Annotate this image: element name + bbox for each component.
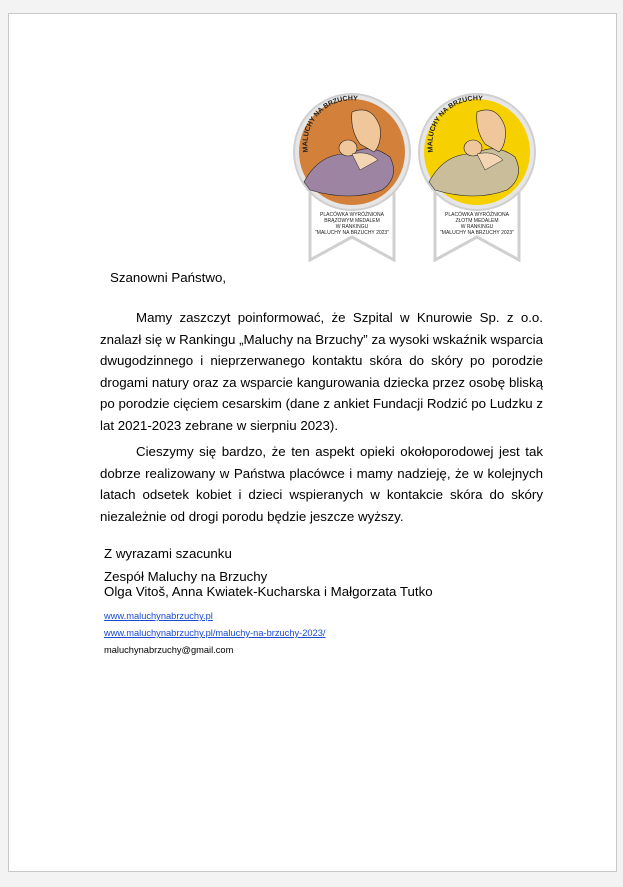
ranking-page-link[interactable]: www.maluchynabrzuchy.pl/maluchy-na-brzuchy-2023/ — [104, 628, 326, 638]
medal-caption-line: "MALUCHY NA BRZUCHY 2023" — [315, 230, 389, 236]
medal-caption-line: W RANKINGU — [335, 224, 369, 230]
bronze-medal-graphic — [290, 82, 414, 262]
letter-closing: Z wyrazami szacunku — [104, 546, 232, 561]
medal-caption-line: W RANKINGU — [460, 224, 494, 230]
medal-caption-line: ZŁOTM MEDALEM — [455, 218, 499, 224]
medal-caption-line: PLACÓWKA WYRÓŻNIONA — [320, 212, 384, 218]
letter-paragraph-1 — [100, 307, 543, 436]
gold-medal-badge — [415, 82, 539, 262]
medal-caption-line: BRĄZOWYM MEDALEM — [324, 218, 380, 224]
medal-caption-line: PLACÓWKA WYRÓŻNIONA — [445, 212, 509, 218]
medal-arc-text: MALUCHY NA BRZUCHY — [427, 95, 483, 153]
website-link[interactable]: www.maluchynabrzuchy.pl — [104, 611, 213, 621]
team-name: Zespół Maluchy na Brzuchy — [104, 569, 268, 584]
gold-medal-graphic — [415, 82, 539, 262]
letter-greeting: Szanowni Państwo, — [110, 270, 227, 285]
signature-block — [104, 569, 433, 599]
medal-arc-text: MALUCHY NA BRZUCHY — [302, 95, 358, 153]
paragraph-2-text: Cieszymy się bardzo, że ten aspekt opieki okołoporodowej jest tak dobrze realizowany w Państwa placówce i mamy nadzieję, że w kolejnych latach odsetek kobiet i dzieci wspieranych w kontakcie skóra do skóry niezależnie od drogi porodu będzie jeszcze wyższy. — [100, 444, 543, 524]
letter-paragraph-2 — [100, 441, 543, 527]
medal-caption-line: "MALUCHY NA BRZUCHY 2023" — [440, 230, 514, 236]
bronze-medal-badge — [290, 82, 414, 262]
contact-email: maluchynabrzuchy@gmail.com — [104, 645, 234, 655]
signatory-names: Olga Vitoš, Anna Kwiatek-Kucharska i Małgorzata Tutko — [104, 584, 433, 599]
paragraph-1-text: Mamy zaszczyt poinformować, że Szpital w Knurowie Sp. z o.o. znalazł się w Rankingu „Maluchy na Brzuchy” za wysoki wskaźnik wsparcia dwugodzinnego i nieprzerwanego kontaktu skóra do skóry po porodzie drogami natury oraz za wsparcie kangurowania dziecka przez osobę bliską po porodzie cięciem cesarskim (dane z ankiet Fundacji Rodzić po Ludzku z lat 2021-2023 zebrane w sierpniu 2023). — [100, 310, 543, 433]
